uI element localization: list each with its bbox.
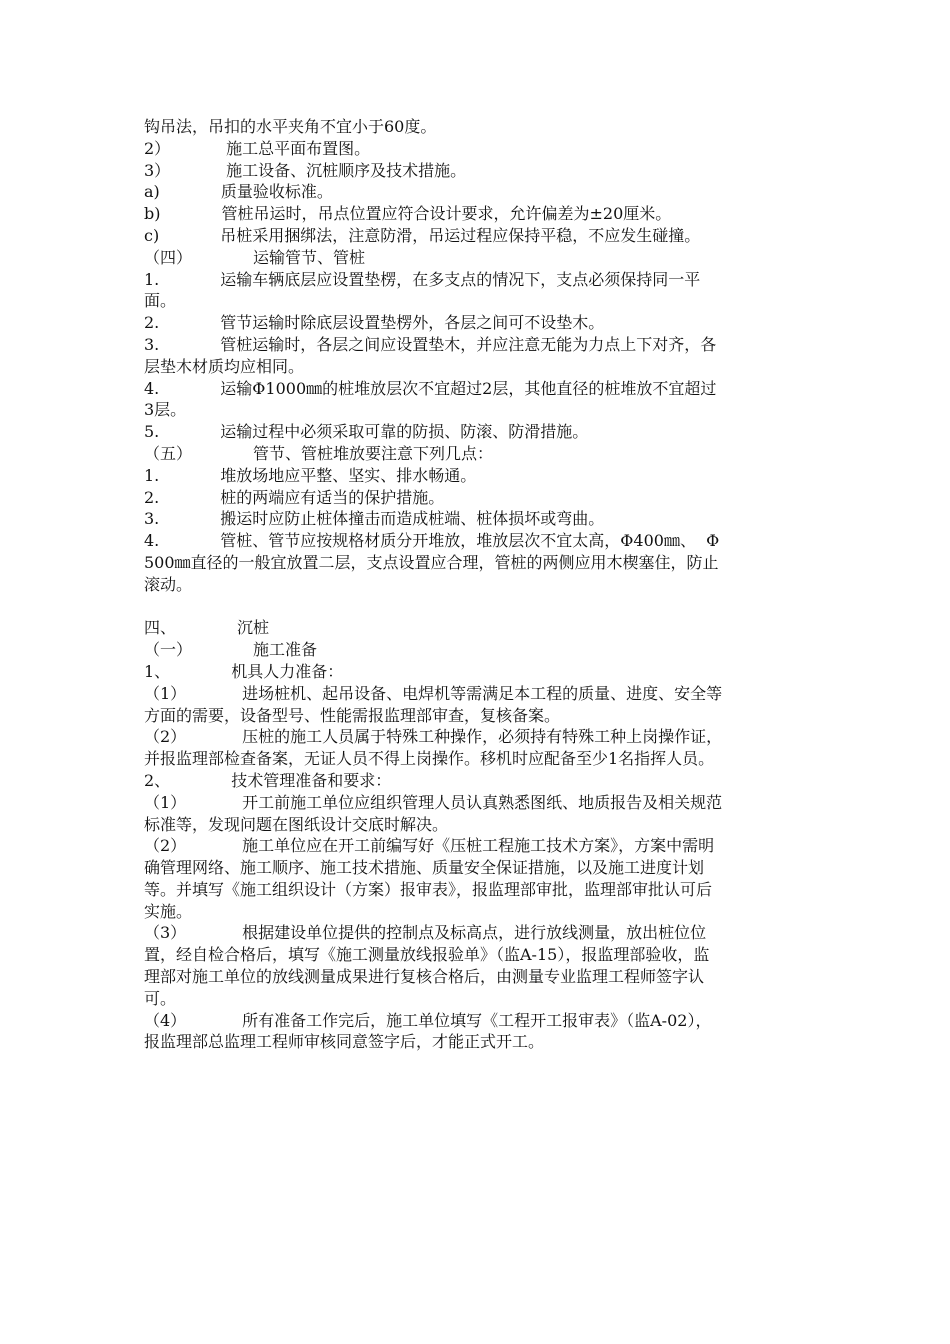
list-item: b) 管桩吊运时，吊点位置应符合设计要求，允许偏差为±20厘米。 [144, 204, 672, 224]
list-item: 2. 管节运输时除底层设置垫楞外，各层之间可不设垫木。 [144, 313, 605, 333]
list-item: a) 质量验收标准。 [144, 182, 333, 202]
list-item: 4. 运输Φ1000㎜的桩堆放层次不宜超过2层，其他直径的桩堆放不宜超过3层。 [144, 378, 717, 420]
list-item: 2） 施工总平面布置图。 [144, 138, 371, 158]
blank-line [144, 596, 724, 618]
chapter-heading: 四、 沉桩 [144, 618, 270, 638]
list-item: c) 吊桩采用捆绑法，注意防滑，吊运过程应保持平稳，不应发生碰撞。 [144, 225, 701, 245]
section-heading: （四） 运输管节、管桩 [144, 247, 366, 267]
list-item: 4. 管桩、管节应按规格材质分开堆放，堆放层次不宜太高，Φ400㎜、 Φ500㎜直径的一般宜放置二层，支点设置应合理，管桩的两侧应用木楔塞住，防止滚动。 [144, 531, 720, 594]
list-item: 1. 堆放场地应平整、坚实、排水畅通。 [144, 465, 477, 485]
subsection-heading: 1、 机具人力准备： [144, 661, 344, 681]
list-item: （1） 进场桩机、起吊设备、电焊机等需满足本工程的质量、进度、安全等方面的需要，设备型号、性能需报监理部审查，复核备案。 [144, 683, 723, 725]
list-item: 5. 运输过程中必须采取可靠的防损、防滚、防滑措施。 [144, 422, 589, 442]
list-item: （1） 开工前施工单位应组织管理人员认真熟悉图纸、地质报告及相关规范标准等，发现问题在图纸设计交底时解决。 [144, 792, 723, 834]
section-heading: （一） 施工准备 [144, 640, 318, 660]
list-item: 1. 运输车辆底层应设置垫楞，在多支点的情况下，支点必须保持同一平面。 [144, 269, 701, 311]
list-item: （2） 压桩的施工人员属于特殊工种操作，必须持有特殊工种上岗操作证，并报监理部检查备案，无证人员不得上岗操作。移机时应配备至少1名指挥人员。 [144, 727, 723, 769]
list-item: （2） 施工单位应在开工前编写好《压桩工程施工技术方案》，方案中需明确管理网络、施工顺序、施工技术措施、质量安全保证措施，以及施工进度计划等。并填写《施工组织设计（方案）报审表》，报监理部审批，监理部审批认可后实施。 [144, 836, 715, 921]
list-item: （4） 所有准备工作完后，施工单位填写《工程开工报审表》（监A-02），报监理部总监理工程师审核同意签字后，才能正式开工。 [144, 1010, 712, 1052]
paragraph: 钩吊法，吊扣的水平夹角不宜小于60度。 [144, 117, 437, 136]
list-item: 2. 桩的两端应有适当的保护措施。 [144, 487, 445, 507]
list-item: 3） 施工设备、沉桩顺序及技术措施。 [144, 160, 467, 180]
subsection-heading: 2、 技术管理准备和要求： [144, 770, 392, 790]
list-item: 3. 管桩运输时，各层之间应设置垫木，并应注意无能为力点上下对齐，各层垫木材质均应相同。 [144, 334, 717, 376]
list-item: 3. 搬运时应防止桩体撞击而造成桩端、桩体损坏或弯曲。 [144, 509, 605, 529]
document-body [144, 116, 724, 1053]
section-heading: （五） 管节、管桩堆放要注意下列几点： [144, 443, 494, 463]
list-item: （3） 根据建设单位提供的控制点及标高点，进行放线测量，放出桩位位置，经自检合格后，填写《施工测量放线报验单》（监A-15），报监理部验收，监理部对施工单位的放线测量成果进行复核合格后，由测量专业监理工程师签字认可。 [144, 923, 710, 1008]
